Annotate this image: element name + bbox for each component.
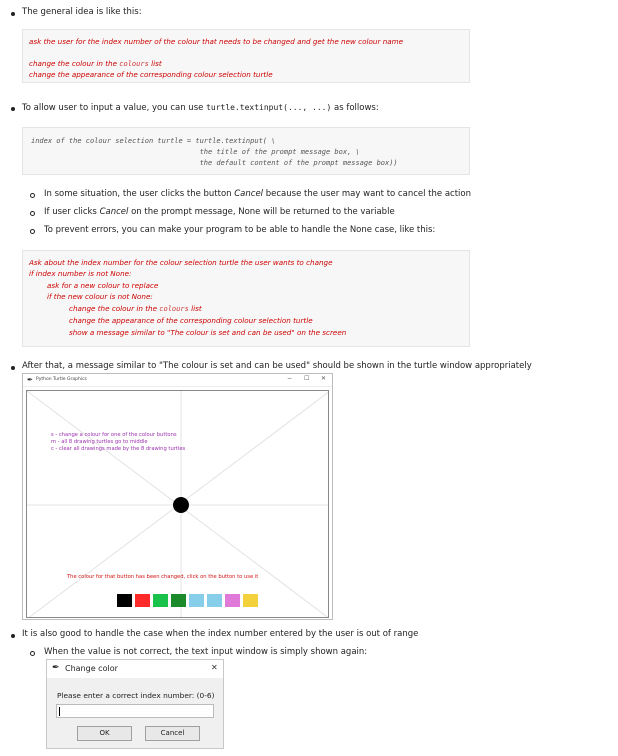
colours-code: colours: [159, 305, 189, 313]
dialog-title: Change color: [65, 664, 118, 673]
code-line: index of the colour selection turtle = turtle.textinput( \: [31, 137, 276, 145]
cancel-emphasis: Cancel: [99, 207, 129, 217]
ok-button[interactable]: OK: [77, 726, 132, 741]
text-part: In some situation, the user clicks the button: [44, 189, 235, 199]
pseudocode-line: [69, 304, 202, 314]
pseudocode-line-text: change the colour in the: [29, 59, 120, 68]
colour-button-6[interactable]: [225, 594, 240, 607]
turtle-canvas[interactable]: [26, 390, 329, 618]
sub-bullet: [30, 229, 35, 234]
bullet: [11, 366, 15, 370]
feather-icon: ✒: [52, 663, 60, 673]
pseudocode-line: if the new colour is not None:: [47, 292, 153, 301]
pseudocode-line: ask the user for the index number of the colour that needs to be changed and get the new colour name: [29, 37, 404, 46]
text-cursor: [59, 707, 60, 716]
help-line: s - change a colour for one of the colour buttons: [51, 432, 177, 438]
textinput-code: turtle.textinput(..., ...): [206, 103, 332, 112]
help-line: c - clear all drawings made by the 8 drawing turtles: [51, 446, 186, 452]
dialog-prompt: Please enter a correct index number: (0-6): [57, 691, 215, 700]
pseudocode-line: [29, 59, 162, 69]
colour-button-7[interactable]: [243, 594, 258, 607]
bullet: [11, 107, 15, 111]
pseudocode-line: show a message similar to "The colour is set and can be used" on the screen: [69, 328, 347, 337]
bullet-text-out-of-range: It is also good to handle the case when the index number entered by the user is out of range: [22, 629, 419, 639]
colour-button-3[interactable]: [171, 594, 186, 607]
index-input[interactable]: [56, 704, 214, 718]
change-color-dialog: [46, 659, 224, 749]
dialog-close-button[interactable]: ✕: [211, 663, 218, 672]
bullet-text-suffix: as follows:: [331, 103, 379, 113]
code-line: the default content of the prompt message box)): [31, 159, 398, 167]
pseudocode-line: if index number is not None:: [29, 269, 132, 278]
text-part: because the user may want to cancel the action: [263, 189, 471, 199]
text-part: If user clicks: [44, 207, 100, 217]
bullet-text-after-that: After that, a message similar to "The colour is set and can be used" should be shown in the turtle window appropriately: [22, 361, 532, 371]
status-message: The colour for that button has been changed, click on the button to use it: [67, 574, 259, 580]
help-line: m - all 8 drawing turtles go to middle: [51, 439, 148, 445]
sub-bullet-text: [44, 189, 471, 200]
turtle-window: [22, 373, 333, 620]
bullet-text-prefix: To allow user to input a value, you can use: [22, 103, 207, 113]
minimize-button[interactable]: −: [287, 375, 293, 382]
sub-bullet: [30, 651, 35, 656]
pseudocode-box-general: [22, 29, 470, 83]
sub-bullet-text: To prevent errors, you can make your program to be able to handle the None case, like this:: [44, 225, 436, 235]
colours-code: colours: [119, 60, 149, 68]
turtle-drawing: [27, 391, 329, 618]
pseudocode-line-text: list: [148, 59, 162, 68]
pseudocode-box-none-case: [22, 250, 470, 347]
text-part: on the prompt message, None will be returned to the variable: [128, 207, 395, 217]
bullet: [11, 12, 15, 16]
code-line: the title of the prompt message box, \: [31, 148, 360, 156]
colour-button-0[interactable]: [117, 594, 132, 607]
feather-icon: ✒: [27, 376, 33, 384]
sub-bullet: [30, 193, 35, 198]
colour-button-5[interactable]: [207, 594, 222, 607]
pseudocode-line: ask for a new colour to replace: [47, 281, 159, 290]
turtle-dot: [173, 497, 189, 513]
sub-bullet-text: When the value is not correct, the text input window is simply shown again:: [44, 647, 368, 657]
colour-button-2[interactable]: [153, 594, 168, 607]
turtle-window-title: Python Turtle Graphics: [36, 377, 87, 382]
code-box-textinput: [22, 127, 470, 175]
pseudocode-line: change the appearance of the corresponding colour selection turtle: [29, 70, 273, 79]
bullet: [11, 634, 15, 638]
bullet-text-general-idea: The general idea is like this:: [22, 7, 142, 17]
pseudocode-line: Ask about the index number for the colour selection turtle the user wants to change: [29, 258, 333, 267]
turtle-window-titlebar: [23, 374, 332, 387]
bullet-text-textinput: [22, 102, 379, 114]
colour-button-1[interactable]: [135, 594, 150, 607]
maximize-button[interactable]: ☐: [304, 375, 310, 382]
dialog-titlebar: [47, 660, 223, 678]
sub-bullet: [30, 211, 35, 216]
pseudocode-line-text: change the colour in the: [69, 304, 160, 313]
pseudocode-line: change the appearance of the corresponding colour selection turtle: [69, 316, 313, 325]
cancel-button[interactable]: Cancel: [145, 726, 200, 741]
sub-bullet-text: [44, 207, 395, 218]
pseudocode-line-text: list: [188, 304, 202, 313]
cancel-emphasis: Cancel: [234, 189, 264, 199]
close-button[interactable]: ✕: [321, 375, 327, 382]
colour-button-4[interactable]: [189, 594, 204, 607]
